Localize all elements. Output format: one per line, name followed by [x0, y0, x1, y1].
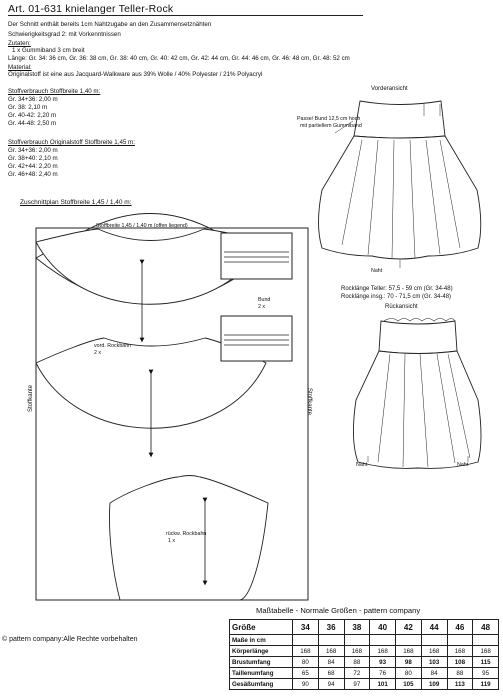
table-row: [230, 635, 499, 646]
fabric-usage-row: Gr. 34+36: 2,00 m: [8, 147, 58, 154]
size-cell: 46: [447, 620, 473, 635]
size-cell: 48: [473, 620, 499, 635]
fabric-width-label: Stoffbreite 1,45 / 1,40 m (offen liegend): [96, 223, 188, 229]
size-cell: 42: [396, 620, 422, 635]
copyright-notice: © pattern company:Alle Rechte vorbehalten: [2, 636, 138, 643]
size-cell: 34: [293, 620, 319, 635]
fabric-usage-row: Gr. 46+48: 2,40 m: [8, 171, 58, 178]
skirt-length-circle: Rocklänge Teller: 57,5 - 59 cm (Gr. 34-48): [341, 286, 453, 292]
table-row: Brustumfang 80 84 88 93 98 103 108 115: [230, 657, 499, 668]
size-cell: 36: [318, 620, 344, 635]
back-panel-label: rückw. Rockbahn: [166, 531, 207, 537]
skirt-length-total: Rocklänge insg.: 70 - 71,5 cm (Gr. 34-48): [341, 294, 452, 300]
difficulty-level: Schwierigkeitsgrad 2: mit Vorkenntnissen: [8, 31, 121, 38]
table-row: Körperlänge 168 168 168 168 168 168 168 168: [230, 646, 499, 657]
back-skirt-panel: [109, 476, 268, 601]
front-view-title: Vorderansicht: [371, 86, 408, 92]
back-view-illustration: [353, 319, 481, 469]
zutaten-heading: Zutaten:: [8, 40, 31, 47]
selvage-right-label: Stoffkante: [306, 388, 312, 415]
fabric-usage-row: Gr. 42+44: 2,20 m: [8, 163, 58, 170]
material-text: Originalstoff ist eine aus Jacquard-Walkware aus 39% Wolle / 40% Polyester / 21% Polyacryl: [8, 71, 263, 78]
fabric-usage-row: Gr. 38+40: 2,10 m: [8, 155, 58, 162]
waistband-piece-1: [221, 233, 292, 279]
zutaten-item: 1 x Gummiband 3 cm breit: [12, 47, 85, 54]
measurement-table: [229, 619, 499, 690]
back-seam-left-label: Naht: [356, 462, 368, 468]
table-header-row: [230, 620, 499, 635]
fabric-usage-row: Gr. 40-42: 2,20 m: [8, 112, 57, 119]
page-title: Art. 01-631 knielanger Teller-Rock: [8, 3, 174, 15]
measurement-table-title: Maßtabelle - Normale Größen - pattern company: [256, 606, 421, 615]
selvage-left-label: Stoffkante: [28, 385, 34, 412]
table-row: Taillenumfang 65 68 72 76 80 84 88 95: [230, 668, 499, 679]
table-row: Gesäßumfang 90 94 97 101 105 109 113 119: [230, 679, 499, 690]
back-panel-count: 1 x: [168, 538, 176, 544]
seam-allowance-note: Der Schnitt enthält bereits 1cm Nahtzugabe an den Zusammensetznähten: [8, 21, 212, 28]
size-label: Größe: [230, 620, 293, 635]
size-cell: 38: [344, 620, 370, 635]
fabric-usage-heading-145: Stoffverbrauch Originalstoff Stoffbreite 1,45 m:: [8, 139, 135, 146]
material-heading: Material:: [8, 64, 32, 71]
cutting-plan-heading: Zuschnittplan Stoffbreite 1,45 / 1,40 m:: [20, 199, 132, 206]
fabric-usage-row: Gr. 34+36: 2,00 m: [8, 96, 58, 103]
length-info: Länge: Gr. 34: 36 cm, Gr. 36: 38 cm, Gr. 38: 40 cm, Gr. 40: 42 cm, Gr. 42: 44 cm, Gr. 44: 46 cm, Gr. 46: 48 cm, Gr. 48: 52 cm: [8, 55, 350, 62]
size-cell: 40: [370, 620, 396, 635]
front-panel-label: vord. Rockbahn: [94, 343, 132, 349]
waistband-label: Bund: [258, 297, 271, 303]
passe-note-2: mit partiellem Gummiband: [300, 123, 362, 129]
passe-note-1: Passe/ Bund 12,5 cm hoch: [297, 116, 361, 122]
back-view-title: Rückansicht: [385, 304, 418, 310]
waistband-count: 2 x: [258, 304, 266, 310]
front-panel-count: 2 x: [94, 350, 102, 356]
front-seam-label: Naht: [371, 268, 383, 274]
back-seam-right-label: Naht: [457, 462, 469, 468]
fabric-usage-row: Gr. 38: 2,10 m: [8, 104, 48, 111]
waistband-piece-2: [221, 316, 292, 361]
fabric-usage-heading-140: Stoffverbrauch Stoffbreite 1,40 m:: [8, 88, 101, 95]
unit-label: Maße in cm: [230, 635, 293, 646]
size-cell: 44: [421, 620, 447, 635]
fabric-usage-row: Gr. 44-48: 2,50 m: [8, 120, 57, 127]
